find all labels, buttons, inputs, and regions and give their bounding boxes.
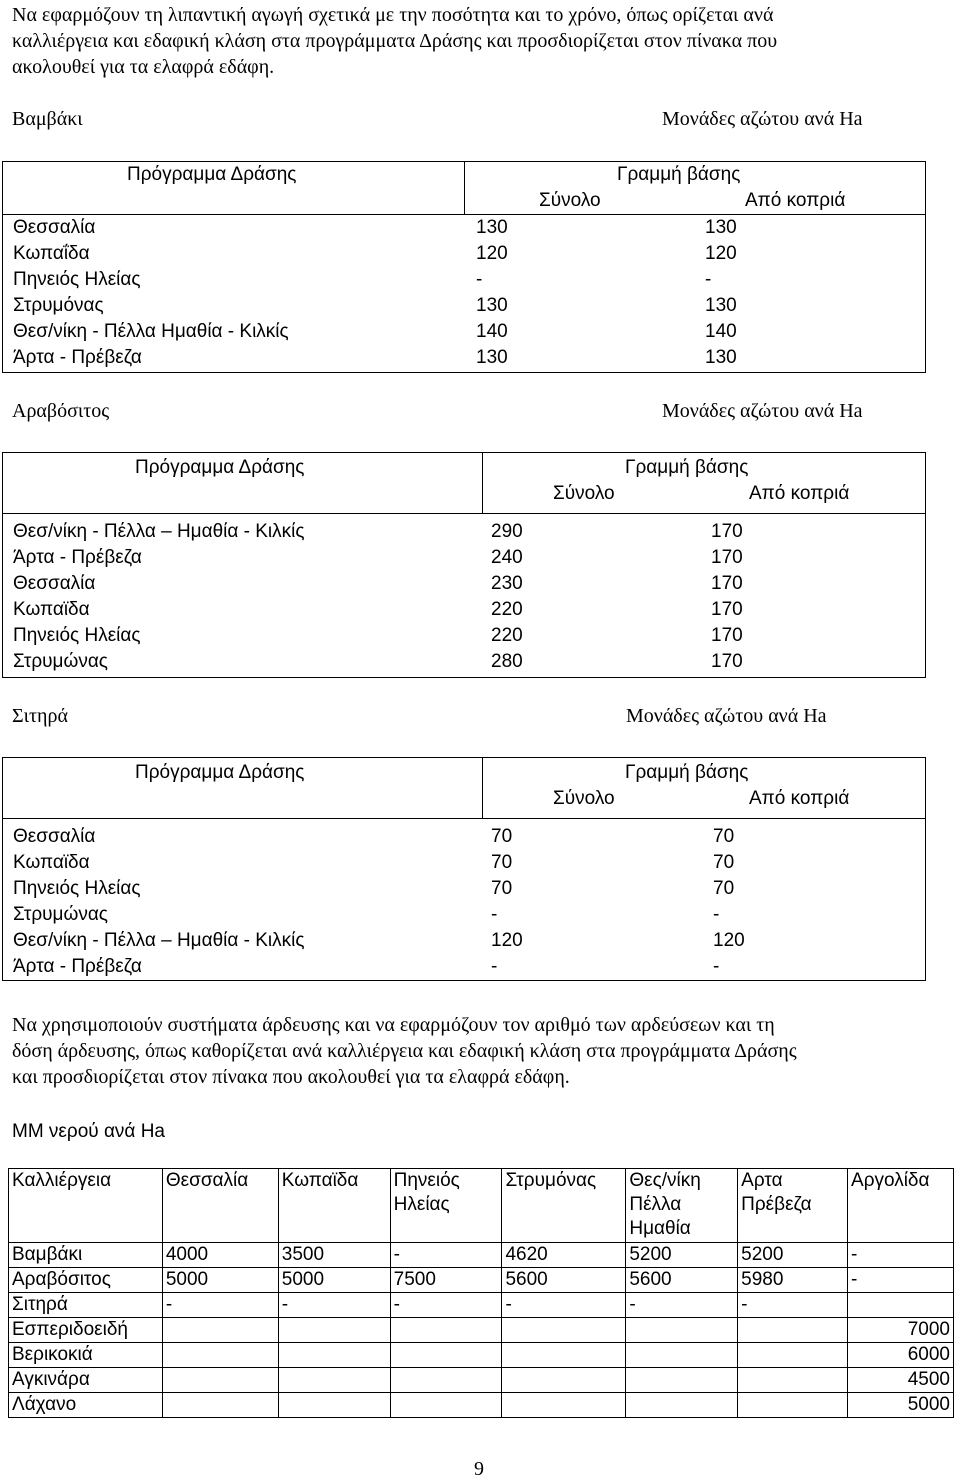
cereals-manure: 70 [713, 852, 735, 873]
water-cell [502, 1318, 626, 1343]
cotton-units: Μονάδες αζώτου ανά Ha [662, 108, 863, 130]
water-cell [278, 1343, 390, 1368]
water-cell [390, 1368, 502, 1393]
water-cell [278, 1368, 390, 1393]
irrigation-line: Να χρησιμοποιούν συστήματα άρδευσης και να εφαρμόζουν τον αριθμό των αρδεύσεων και τη [12, 1014, 775, 1036]
corn-total: 240 [491, 547, 523, 568]
water-cell: Αγκινάρα [9, 1368, 163, 1393]
cotton-manure: 130 [705, 217, 737, 238]
cotton-region: Θεσσαλία [13, 217, 96, 238]
water-cell: - [626, 1293, 738, 1318]
table-row [9, 1393, 954, 1418]
cereals-col-baseline: Γραμμή βάσης [625, 762, 749, 783]
water-cell: 7000 [848, 1318, 954, 1343]
water-cell [502, 1368, 626, 1393]
cereals-total: - [491, 956, 498, 977]
water-cell: Βαμβάκι [9, 1243, 163, 1268]
cotton-manure: 120 [705, 243, 737, 264]
water-cell: 4000 [162, 1243, 278, 1268]
water-cell [626, 1318, 738, 1343]
water-units: ΜΜ νερού ανά Ha [12, 1121, 165, 1142]
corn-total: 220 [491, 599, 523, 620]
corn-region: Άρτα - Πρέβεζα [13, 547, 142, 568]
corn-total: 290 [491, 521, 523, 542]
cotton-col-manure: Από κοπριά [745, 190, 846, 211]
table-row [9, 1268, 954, 1293]
cereals-total: 120 [491, 930, 523, 951]
cereals-manure: 120 [713, 930, 745, 951]
corn-total: 280 [491, 651, 523, 672]
cereals-region: Θεσ/νίκη - Πέλλα – Ημαθία - Κιλκίς [13, 930, 305, 951]
cereals-region: Θεσσαλία [13, 826, 96, 847]
table-row [9, 1368, 954, 1393]
cotton-total: - [476, 269, 483, 290]
water-cell [390, 1393, 502, 1418]
corn-region: Θεσ/νίκη - Πέλλα – Ημαθία - Κιλκίς [13, 521, 305, 542]
corn-col-total: Σύνολο [553, 483, 615, 504]
water-header-cell: Κωπαϊδα [278, 1169, 390, 1243]
water-cell: - [390, 1243, 502, 1268]
water-cell: 3500 [278, 1243, 390, 1268]
corn-title: Αραβόσιτος [12, 400, 110, 422]
water-header-cell: Θεσσαλία [162, 1169, 278, 1243]
corn-manure: 170 [711, 599, 743, 620]
cereals-region: Άρτα - Πρέβεζα [13, 956, 142, 977]
cereals-manure: - [713, 956, 720, 977]
water-cell: - [848, 1268, 954, 1293]
water-cell [738, 1368, 848, 1393]
cereals-total: 70 [491, 826, 513, 847]
irrigation-paragraph [12, 1012, 952, 1090]
cotton-col-program: Πρόγραμμα Δράσης [127, 164, 297, 185]
intro-paragraph [12, 2, 952, 80]
cereals-col-program: Πρόγραμμα Δράσης [135, 762, 305, 783]
water-header-row [9, 1169, 954, 1243]
cotton-col-total: Σύνολο [539, 190, 601, 211]
cereals-col-manure: Από κοπριά [749, 788, 850, 809]
intro-line: ακολουθεί για τα ελαφρά εδάφη. [12, 56, 275, 78]
water-cell: - [390, 1293, 502, 1318]
corn-region: Πηνειός Ηλείας [13, 625, 141, 646]
water-cell: 6000 [848, 1343, 954, 1368]
corn-total: 230 [491, 573, 523, 594]
irrigation-line: δόση άρδευσης, όπως καθορίζεται ανά καλλιέργεια και εδαφική κλάση στα προγράμματα Δράσης [12, 1040, 797, 1062]
water-cell: 5000 [162, 1268, 278, 1293]
cotton-total: 120 [476, 243, 508, 264]
cotton-table [2, 161, 926, 373]
water-cell [390, 1318, 502, 1343]
water-cell: 5980 [738, 1268, 848, 1293]
cotton-manure: 140 [705, 321, 737, 342]
corn-region: Θεσσαλία [13, 573, 96, 594]
table-row [9, 1318, 954, 1343]
cereals-col-total: Σύνολο [553, 788, 615, 809]
water-cell: 7500 [390, 1268, 502, 1293]
corn-units: Μονάδες αζώτου ανά Ha [662, 400, 863, 422]
intro-line: Να εφαρμόζουν τη λιπαντική αγωγή σχετικά με την ποσότητα και το χρόνο, όπως ορίζεται ανά [12, 4, 774, 26]
corn-manure: 170 [711, 573, 743, 594]
water-cell [502, 1343, 626, 1368]
water-table [8, 1168, 954, 1418]
water-cell: Εσπεριδοειδή [9, 1318, 163, 1343]
water-header-cell: Καλλιέργεια [9, 1169, 163, 1243]
water-header-cell: Αρτα Πρέβεζα [738, 1169, 848, 1243]
cereals-region: Κωπαϊδα [13, 852, 90, 873]
water-cell: 4620 [502, 1243, 626, 1268]
cereals-units: Μονάδες αζώτου ανά Ha [626, 705, 827, 727]
cotton-total: 130 [476, 217, 508, 238]
water-cell: 5000 [278, 1268, 390, 1293]
water-cell: Λάχανο [9, 1393, 163, 1418]
water-cell [278, 1393, 390, 1418]
table-row [9, 1343, 954, 1368]
cotton-total: 130 [476, 347, 508, 368]
corn-region: Στρυμώνας [13, 651, 108, 672]
water-cell: - [738, 1293, 848, 1318]
cotton-region: Πηνειός Ηλείας [13, 269, 141, 290]
water-cell: Αραβόσιτος [9, 1268, 163, 1293]
table-row [9, 1293, 954, 1318]
water-cell [278, 1318, 390, 1343]
cereals-title: Σιτηρά [12, 705, 68, 727]
water-cell: Σιτηρά [9, 1293, 163, 1318]
water-cell: - [502, 1293, 626, 1318]
water-cell [162, 1343, 278, 1368]
cotton-region: Άρτα - Πρέβεζα [13, 347, 142, 368]
corn-manure: 170 [711, 547, 743, 568]
water-header-cell: Στρυμόνας [502, 1169, 626, 1243]
cereals-manure: 70 [713, 826, 735, 847]
water-header-cell: Αργολίδα [848, 1169, 954, 1243]
water-cell: 4500 [848, 1368, 954, 1393]
cereals-total: 70 [491, 852, 513, 873]
cotton-region: Στρυμόνας [13, 295, 104, 316]
water-cell: - [278, 1293, 390, 1318]
cotton-manure: 130 [705, 295, 737, 316]
cereals-total: 70 [491, 878, 513, 899]
cereals-total: - [491, 904, 498, 925]
water-cell: 5200 [738, 1243, 848, 1268]
irrigation-line: και προσδιορίζεται στον πίνακα που ακολουθεί για τα ελαφρά εδάφη. [12, 1066, 570, 1088]
corn-col-manure: Από κοπριά [749, 483, 850, 504]
cotton-region: Κωπαΐδα [13, 243, 90, 264]
corn-col-baseline: Γραμμή βάσης [625, 457, 749, 478]
water-cell [390, 1343, 502, 1368]
water-cell [162, 1318, 278, 1343]
water-cell [162, 1368, 278, 1393]
corn-table [2, 452, 926, 678]
water-cell [626, 1343, 738, 1368]
cotton-manure: - [705, 269, 712, 290]
cereals-manure: 70 [713, 878, 735, 899]
cotton-manure: 130 [705, 347, 737, 368]
cereals-manure: - [713, 904, 720, 925]
corn-col-program: Πρόγραμμα Δράσης [135, 457, 305, 478]
cotton-region: Θεσ/νίκη - Πέλλα Ημαθία - Κιλκίς [13, 321, 289, 342]
cotton-total: 140 [476, 321, 508, 342]
water-cell: 5000 [848, 1393, 954, 1418]
cotton-title: Βαμβάκι [12, 108, 83, 130]
corn-manure: 170 [711, 521, 743, 542]
water-cell [738, 1318, 848, 1343]
water-cell [502, 1393, 626, 1418]
cotton-total: 130 [476, 295, 508, 316]
water-cell: - [162, 1293, 278, 1318]
water-cell: Βερικοκιά [9, 1343, 163, 1368]
water-cell [162, 1393, 278, 1418]
cereals-region: Στρυμώνας [13, 904, 108, 925]
corn-region: Κωπαϊδα [13, 599, 90, 620]
water-cell [848, 1293, 954, 1318]
water-header-cell: Θες/νίκη Πέλλα Ημαθία [626, 1169, 738, 1243]
water-cell [738, 1393, 848, 1418]
water-cell [738, 1343, 848, 1368]
table-row [9, 1243, 954, 1268]
water-cell [626, 1393, 738, 1418]
water-cell: 5200 [626, 1243, 738, 1268]
water-cell: - [848, 1243, 954, 1268]
page-number: 9 [474, 1458, 484, 1480]
water-cell: 5600 [626, 1268, 738, 1293]
corn-manure: 170 [711, 651, 743, 672]
cotton-col-baseline: Γραμμή βάσης [617, 164, 741, 185]
corn-total: 220 [491, 625, 523, 646]
water-cell [626, 1368, 738, 1393]
intro-line: καλλιέργεια και εδαφική κλάση στα προγράμματα Δράσης και προσδιορίζεται στον πίνακα που [12, 30, 778, 52]
corn-manure: 170 [711, 625, 743, 646]
cereals-region: Πηνειός Ηλείας [13, 878, 141, 899]
water-header-cell: Πηνειός Ηλείας [390, 1169, 502, 1243]
cereals-table [2, 757, 926, 981]
water-cell: 5600 [502, 1268, 626, 1293]
